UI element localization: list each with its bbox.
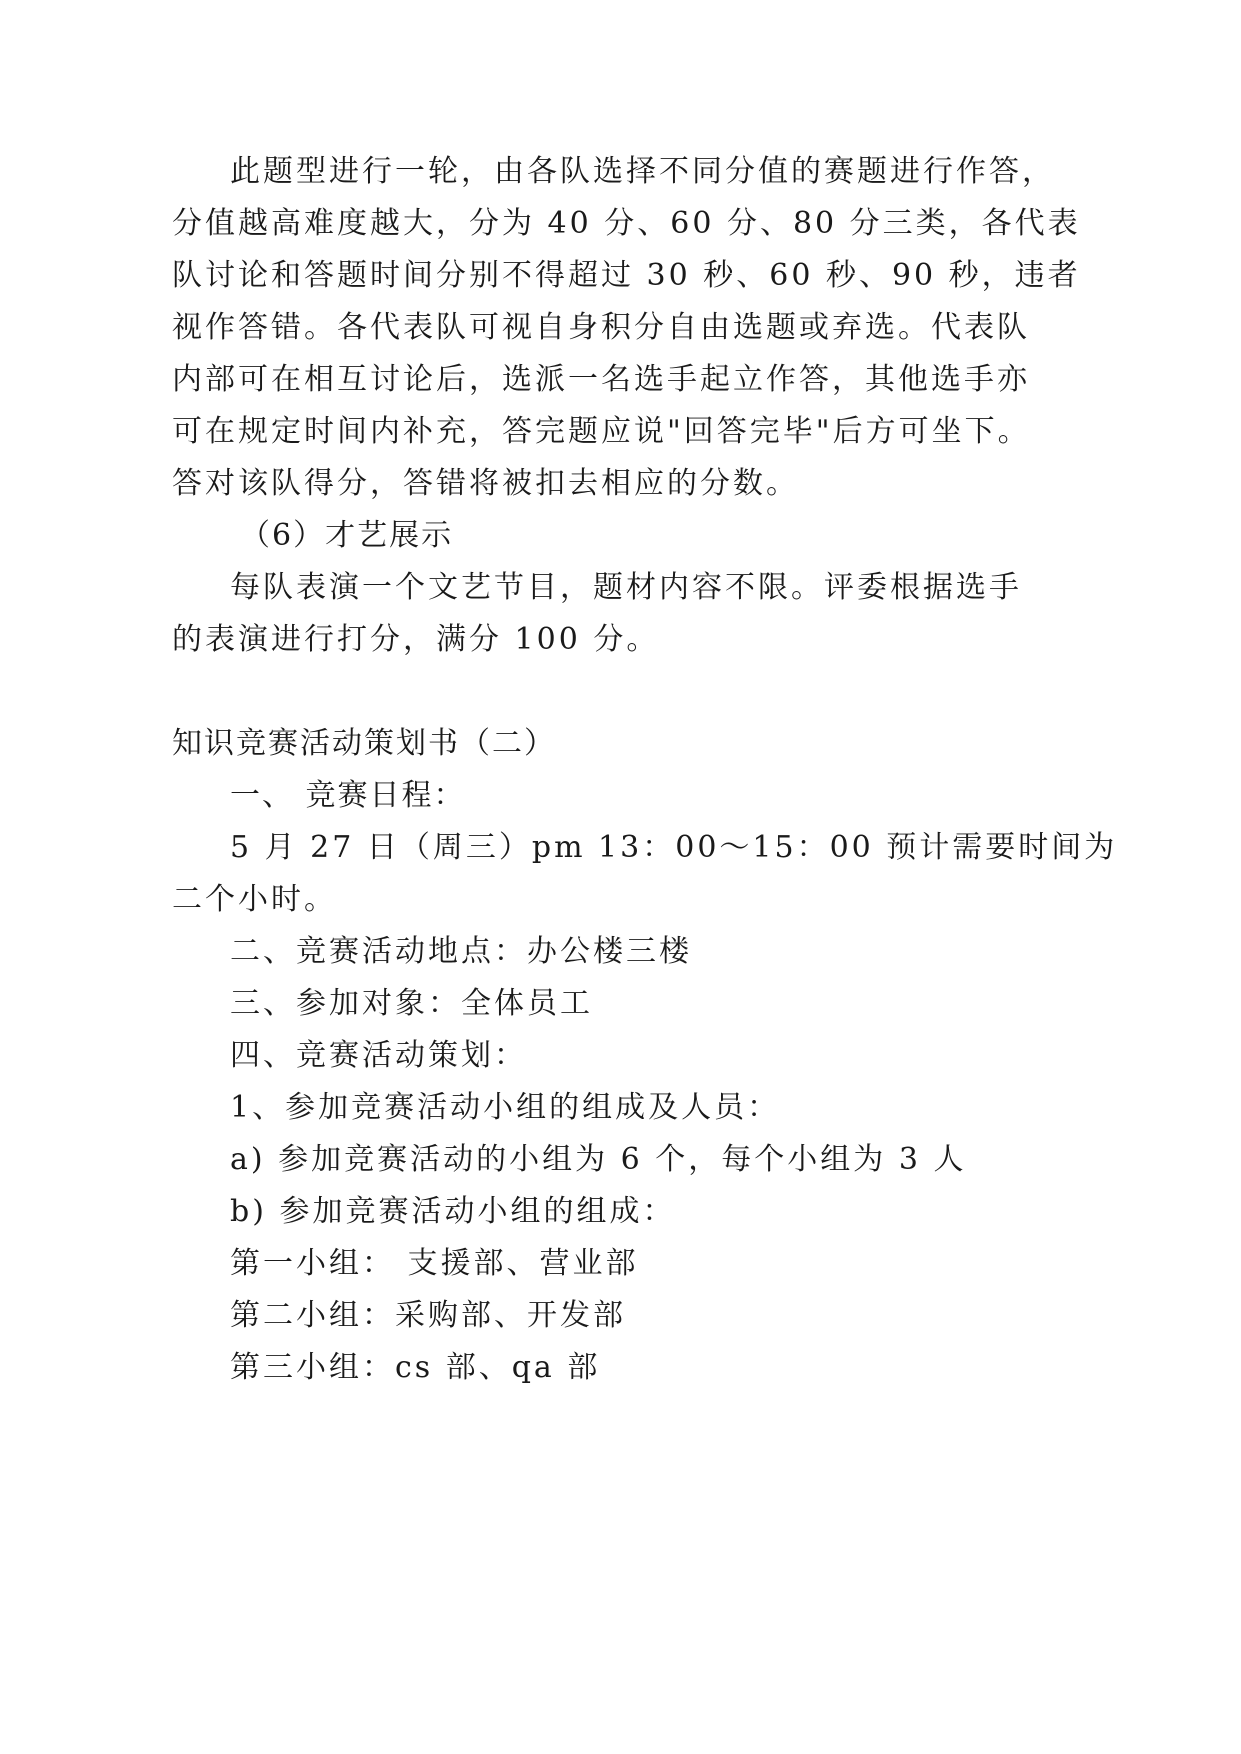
paragraph-line: 5 月 27 日（周三）pm 13：00～15：00 预计需要时间为 xyxy=(230,830,1118,865)
document-title: 知识竞赛活动策划书（二） xyxy=(172,726,556,761)
section-line: 三、参加对象：全体员工 xyxy=(230,986,593,1021)
section-line: 四、竞赛活动策划： xyxy=(230,1038,527,1073)
paragraph-line: 二个小时。 xyxy=(172,882,337,917)
paragraph-line: 视作答错。各代表队可视自身积分自由选题或弃选。代表队 xyxy=(172,310,1030,345)
group-line: 第二小组：采购部、开发部 xyxy=(230,1298,626,1333)
section-heading: 一、 竞赛日程： xyxy=(230,778,466,813)
paragraph-line: 的表演进行打分，满分 100 分。 xyxy=(172,622,660,657)
section-line: 二、竞赛活动地点：办公楼三楼 xyxy=(230,934,692,969)
list-item: b) 参加竞赛活动小组的组成： xyxy=(230,1194,676,1229)
paragraph-line: 可在规定时间内补充，答完题应说"回答完毕"后方可坐下。 xyxy=(172,414,1031,449)
section-line: 1、参加竞赛活动小组的组成及人员： xyxy=(230,1090,781,1125)
group-line: 第三小组：cs 部、qa 部 xyxy=(230,1350,601,1385)
paragraph-line: 分值越高难度越大，分为 40 分、60 分、80 分三类，各代表 xyxy=(172,206,1081,241)
paragraph-line: 此题型进行一轮，由各队选择不同分值的赛题进行作答， xyxy=(230,154,1055,189)
paragraph-line: 答对该队得分，答错将被扣去相应的分数。 xyxy=(172,466,799,501)
paragraph-line: 队讨论和答题时间分别不得超过 30 秒、60 秒、90 秒，违者 xyxy=(172,258,1081,293)
group-line: 第一小组： 支援部、营业部 xyxy=(230,1246,639,1281)
item-heading: （6）才艺展示 xyxy=(240,518,454,553)
paragraph-line: 内部可在相互讨论后，选派一名选手起立作答，其他选手亦 xyxy=(172,362,1030,397)
paragraph-line: 每队表演一个文艺节目，题材内容不限。评委根据选手 xyxy=(230,570,1022,605)
list-item: a) 参加竞赛活动的小组为 6 个，每个小组为 3 人 xyxy=(230,1142,967,1177)
